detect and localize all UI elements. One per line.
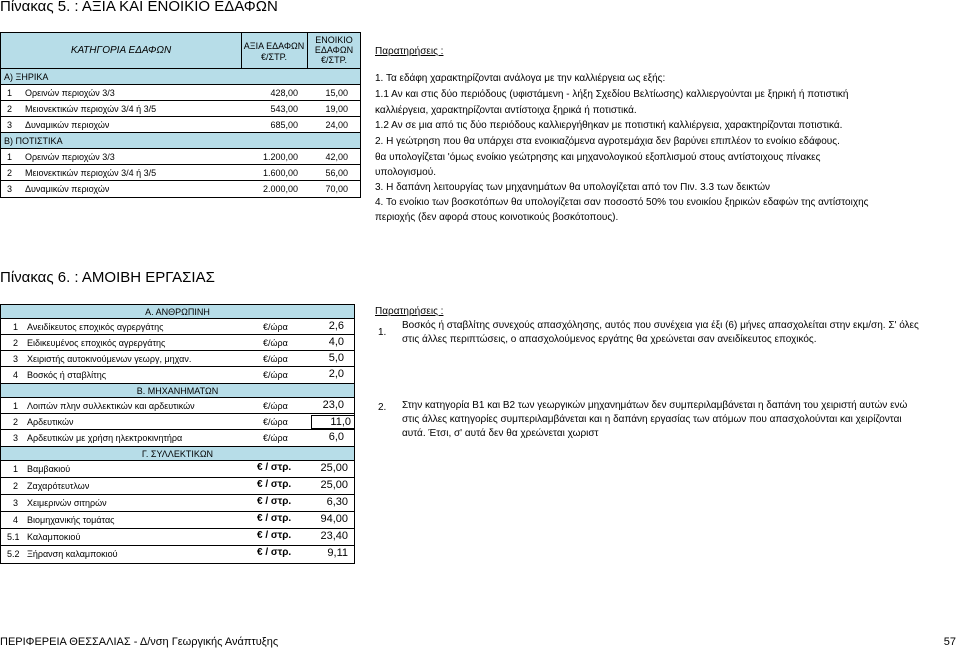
table-row: 5.2 Ξήρανση καλαμποκιού € / στρ. 9,11 <box>7 547 348 559</box>
table-row: 3 Αρδευτικών με χρήση ηλεκτροκινητήρα €/ώρα 6,0 <box>13 431 344 443</box>
note-number: 1. <box>378 327 387 338</box>
note-line: υπολογισμού. <box>375 167 436 178</box>
note-line: στις άλλες κατηγορίες συμπεριλαμβάνεται και η δαπάνη εργασίας των ατόμων που απασχολούνται και χειρίζονται <box>402 414 902 425</box>
note-line: 3. Η δαπάνη λειτουργίας των μηχανημάτων θα υπολογίζεται από τον Πιν. 3.3 των δεικτών <box>375 182 771 193</box>
table-row: 1 Ανειδίκευτος εποχικός αγρεργάτης €/ώρα 2,6 <box>1 319 354 335</box>
land-value-table <box>0 32 361 198</box>
header-value-l1: ΑΞΙΑ ΕΔΑΦΩΝ <box>243 41 305 51</box>
section-label: Β. ΜΗΧΑΝΗΜΑΤΩΝ <box>1 384 354 398</box>
note-line: 1.2 Αν σε μια από τις δύο περιόδους καλλιεργήθηκαν με ποτιστική καλλιέργεια, χαρακτηρίζονται ποτιστικά. <box>375 120 843 131</box>
table-row: 5.1 Καλαμποκιού € / στρ. 23,40 <box>1 529 354 546</box>
note-line: 4. Το ενοίκιο των βοσκοτόπων θα υπολογίζεται σαν ποσοστό 50% του ενοικίου ξηρικών εδαφών της αντίστοιχης <box>375 197 869 208</box>
table-row: 3 Χειριστής αυτοκινούμενων γεωργ, μηχαν. €/ώρα 5,0 <box>1 351 354 367</box>
note-line: Στην κατηγορία Β1 και Β2 των γεωργικών μηχανημάτων δεν συμπεριλαμβάνεται η δαπάνη του χειριστή αυτών ενώ <box>402 400 908 411</box>
section-label: Γ. ΣΥΛΛΕΚΤΙΚΩΝ <box>1 447 354 461</box>
header-rent-l2: ΕΔΑΦΩΝ <box>314 45 354 55</box>
section-label: Β) ΠΟΤΙΣΤΙΚΑ <box>1 133 360 149</box>
header-value-l2: €/ΣΤΡ. <box>261 52 287 62</box>
note-line: 1.1 Αν και στις δύο περιόδους (υφιστάμενη - λήξη Σχεδίου Βελτίωσης) καλλιεργούνται με ξηρική ή ποτιστική <box>375 89 849 100</box>
note-line: 2. Η γεώτρηση που θα υπάρχει στα ενοικιαζόμενα αγροτεμάχια δεν βαρύνει επιπλέον το ενοίκιο εδάφους. <box>375 136 840 147</box>
table-row: 4 Βιομηχανικής τομάτας € / στρ. 94,00 <box>1 512 354 529</box>
page-number: 57 <box>943 636 956 648</box>
note-line: περιοχής (δεν αφορά στους κοινοτικούς βοσκότοπους). <box>375 212 619 223</box>
note-number: 2. <box>378 402 387 413</box>
table6-title: Πίνακας 6. : ΑΜΟΙΒΗ ΕΡΓΑΣΙΑΣ <box>0 269 215 286</box>
table-row: 2 Μειονεκτικών περιοχών 3/4 ή 3/5 543,00 19,00 <box>1 101 360 117</box>
table-row: 1 Βαμβακιού € / στρ. 25,00 <box>1 461 354 478</box>
table-row: 3 Χειμερινών σιτηρών € / στρ. 6,30 <box>1 495 354 512</box>
section-label: Α) ΞΗΡΙΚΑ <box>1 69 360 85</box>
note-line: αυτά. Έτσι, σ' αυτά δεν θα χρεώνεται χωριστ <box>402 428 599 439</box>
table5-title: Πίνακας 5. : ΑΞΙΑ ΚΑΙ ΕΝΟΙΚΙΟ ΕΔΑΦΩΝ <box>0 0 278 15</box>
table-row: 1 Ορεινών περιοχών 3/3 428,00 15,00 <box>1 85 360 101</box>
section-label: Α. ΑΝΘΡΩΠΙΝΗ <box>1 305 354 319</box>
table-row: 2 Μειονεκτικών περιοχών 3/4 ή 3/5 1.600,00 56,00 <box>1 165 360 181</box>
header-category: ΚΑΤΗΓΟΡΙΑ ΕΔΑΦΩΝ <box>70 45 172 56</box>
table5-notes-title: Παρατηρήσεις : <box>375 46 444 57</box>
table-row: 4 Βοσκός ή σταβλίτης €/ώρα 2,0 <box>13 368 344 380</box>
note-line: καλλιέργεια, χαρακτηρίζονται αντίστοιχα ξηρικά ή ποτιστικά. <box>375 105 637 116</box>
table-row: 2 Ειδικευμένος εποχικός αγρεργάτης €/ώρα 4,0 <box>1 335 354 351</box>
table-row: 3 Δυναμικών περιοχών 2.000,00 70,00 <box>7 184 348 194</box>
header-rent-l3: €/ΣΤΡ. <box>321 55 347 65</box>
note-line: θα υπολογίζεται 'όμως ενοίκιο γεώτρησης και μηχανολογικού εξοπλισμού στους αντίστοιχους πίνακες <box>375 152 821 163</box>
table-row: 1 Ορεινών περιοχών 3/3 1.200,00 42,00 <box>1 149 360 165</box>
table5-header <box>1 33 360 69</box>
labor-human-table <box>0 304 355 384</box>
table-row: 2 Αρδευτικών €/ώρα 11,0 <box>1 414 354 430</box>
note-line: στις άλλες περιπτώσεις, ο απασχολούμενος εργάτης θα χρεώνεται σαν ανειδίκευτος εποχικός. <box>402 334 817 345</box>
header-rent-l1: ΕΝΟΙΚΙΟ <box>315 35 353 45</box>
note-line: Βοσκός ή σταβλίτης συνεχούς απασχόλησης, αυτός που συνέχεια για έξι (6) μήνες απασχολείται στην εκμ/ση. Σ' όλες <box>402 320 919 331</box>
table6-notes-title: Παρατηρήσεις : <box>375 306 444 317</box>
footer-text: ΠΕΡΙΦΕΡΕΙΑ ΘΕΣΣΑΛΙΑΣ - Δ/νση Γεωργικής Ανάπτυξης <box>0 636 279 648</box>
labor-machinery-table <box>0 383 355 447</box>
value-box: 11,0 <box>311 415 355 429</box>
labor-harvest-table <box>0 446 355 564</box>
table-row: 1 Λοιπών πλην συλλεκτικών και αρδευτικών €/ώρα 23,0 <box>1 398 354 414</box>
table-row: 3 Δυναμικών περιοχών 685,00 24,00 <box>1 117 360 133</box>
table-row: 2 Ζαχαρότευτλων € / στρ. 25,00 <box>1 478 354 495</box>
note-line: 1. Τα εδάφη χαρακτηρίζονται ανάλογα με την καλλιέργεια ως εξής: <box>375 73 666 84</box>
